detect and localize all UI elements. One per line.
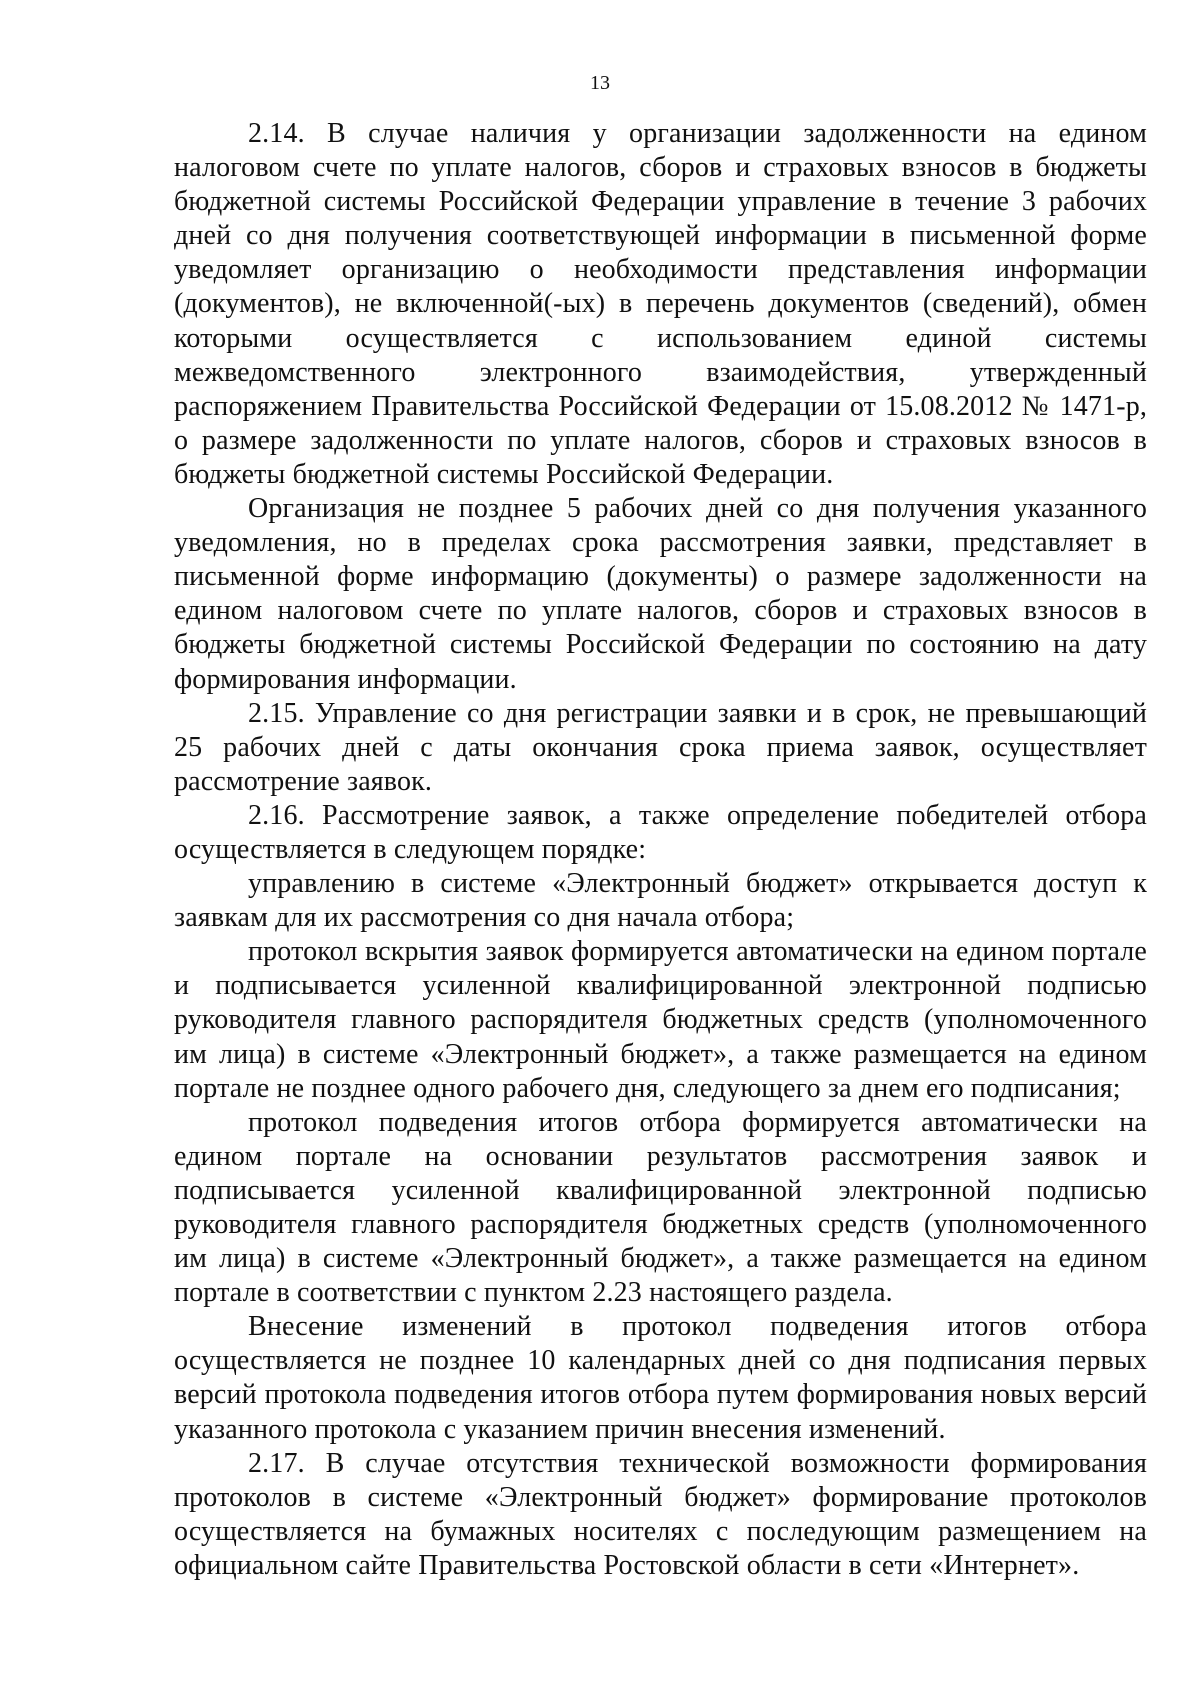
paragraph-opening-protocol: протокол вскрытия заявок формируется автоматически на едином портале и подписывается усиленной квалифицированной электронной подписью руководителя главного распорядителя бюджетных средств (уполномоченного им лица) в системе «Электронный бюджет», а также размещается на едином портале не позднее одного рабочего дня, следующего за днем его подписания;: [174, 936, 1147, 1104]
paragraph-2-15: 2.15. Управление со дня регистрации заявки и в срок, не превышающий 25 рабочих дней с даты окончания срока приема заявок, осуществляет рассмотрение заявок.: [174, 697, 1147, 797]
paragraph-2-14: 2.14. В случае наличия у организации задолженности на едином налоговом счете по уплате налогов, сборов и страховых взносов в бюджеты бюджетной системы Российской Федерации управление в течение 3 рабочих дней со дня получения соответствующей информации в письменной форме уведомляет организацию о необходимости представления информации (документов), не включенной(-ых) в перечень документов (сведений), обмен которыми осуществляется с использованием единой системы межведомственного электронного взаимодействия, утвержденный распоряжением Правительства Российской Федерации от 15.08.2012 № 1471-р, о размере задолженности по уплате налогов, сборов и страховых взносов в бюджеты бюджетной системы Российской Федерации.: [174, 118, 1147, 490]
page-number: 13: [590, 72, 610, 94]
paragraph-organization-notice: Организация не позднее 5 рабочих дней со дня получения указанного уведомления, но в пределах срока рассмотрения заявки, представляет в письменной форме информацию (документы) о размере задолженности на едином налоговом счете по уплате налогов, сборов и страховых взносов в бюджеты бюджетной системы Российской Федерации по состоянию на дату формирования информации.: [174, 493, 1147, 695]
paragraph-results-protocol: протокол подведения итогов отбора формируется автоматически на едином портале на основании результатов рассмотрения заявок и подписывается усиленной квалифицированной электронной подписью руководителя главного распорядителя бюджетных средств (уполномоченного им лица) в системе «Электронный бюджет», а также размещается на едином портале в соответствии с пунктом 2.23 настоящего раздела.: [174, 1106, 1147, 1309]
document-body: [174, 117, 1147, 1583]
paragraph-2-16: 2.16. Рассмотрение заявок, а также определение победителей отбора осуществляется в следующем порядке:: [174, 799, 1147, 865]
paragraph-2-17: 2.17. В случае отсутствия технической возможности формирования протоколов в системе «Электронный бюджет» формирование протоколов осуществляется на бумажных носителях с последующим размещением на официальном сайте Правительства Ростовской области в сети «Интернет».: [174, 1447, 1147, 1581]
paragraph-access-to-applications: управлению в системе «Электронный бюджет» открывается доступ к заявкам для их рассмотрения со дня начала отбора;: [174, 868, 1147, 934]
paragraph-protocol-changes: Внесение изменений в протокол подведения итогов отбора осуществляется не позднее 10 календарных дней со дня подписания первых версий протокола подведения итогов отбора путем формирования новых версий указанного протокола с указанием причин внесения изменений.: [174, 1311, 1147, 1445]
